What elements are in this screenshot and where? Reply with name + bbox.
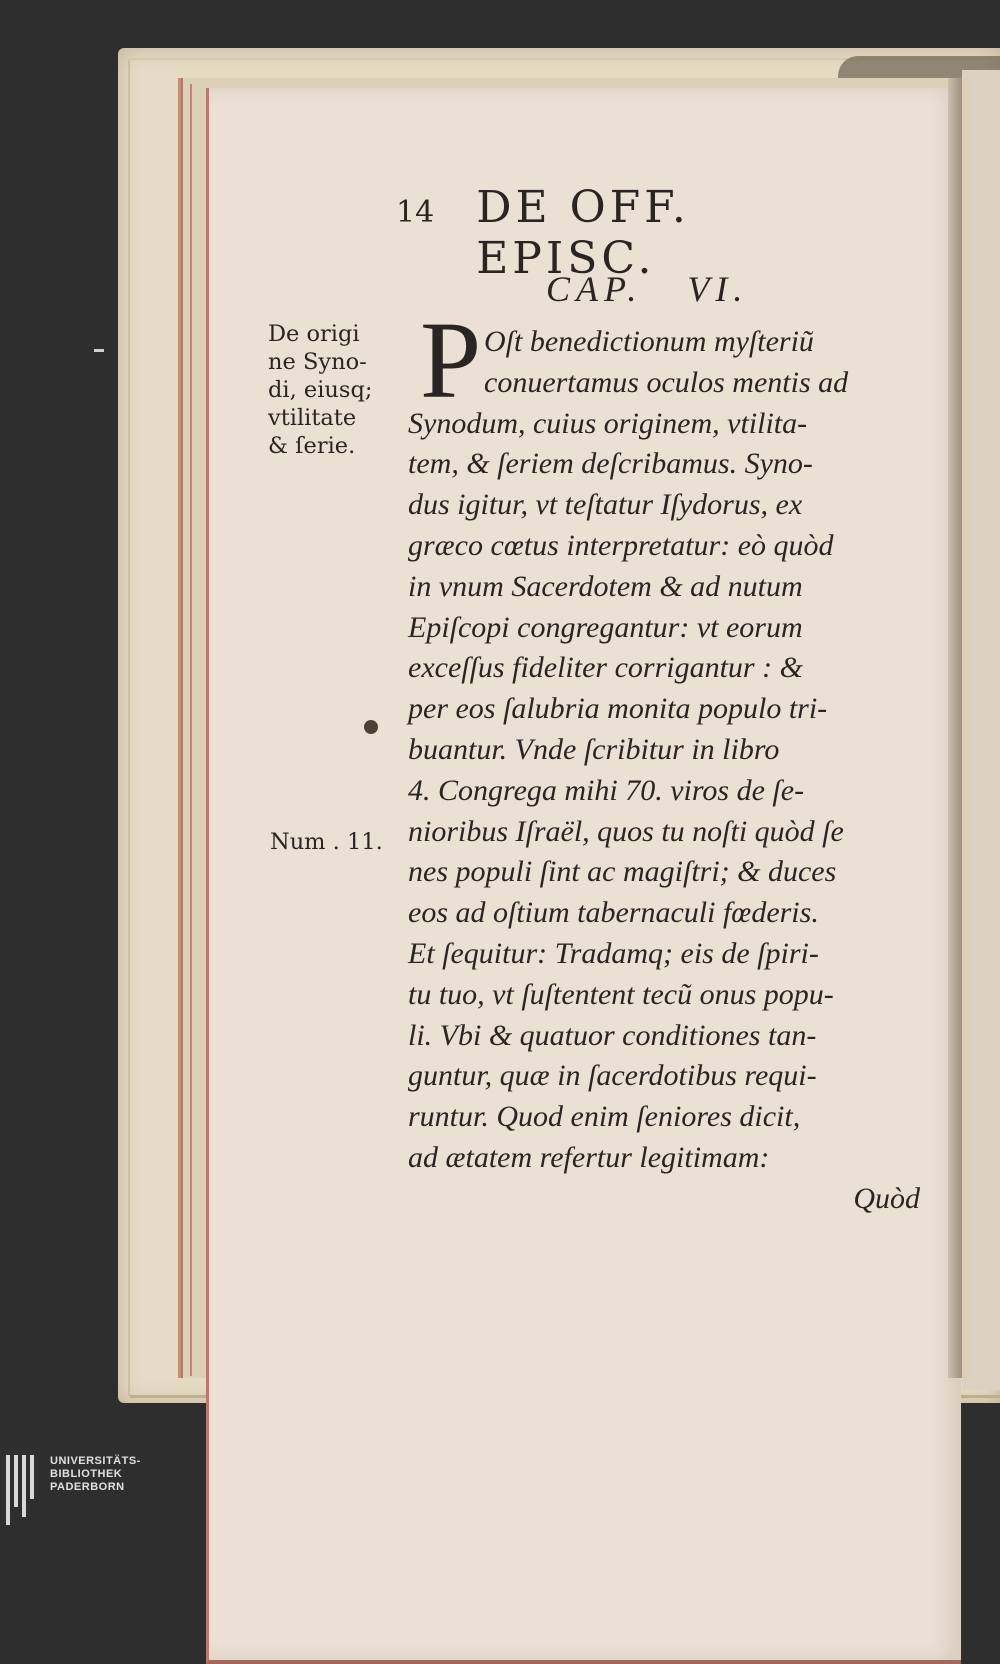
margin-scripture-reference: Num . 11. (270, 829, 383, 855)
text-line: conuertamus oculos mentis ad (484, 365, 849, 399)
margin-note-line: di, eiusq; (268, 377, 373, 403)
text-line: ad ætatem refertur legitimam: (408, 1140, 770, 1174)
ink-dot-mark (364, 720, 378, 734)
library-name (50, 1455, 141, 1494)
margin-note (268, 320, 408, 460)
library-logo (6, 1455, 166, 1525)
text-line: exceſſus fideliter corrigantur : & (408, 651, 803, 685)
drop-cap-initial: P (420, 299, 482, 421)
text-line: per eos ſalubria monita populo tri- (408, 692, 828, 726)
chapter-heading: CAP. VI. (546, 269, 749, 309)
library-name-line: PADERBORN (50, 1481, 125, 1493)
text-line: tem, & ſeriem deſcribamus. Syno- (408, 447, 813, 481)
page-number: 14 (396, 195, 435, 230)
scan-tick-mark (94, 349, 104, 352)
margin-note-line: De origi (268, 321, 360, 347)
text-line: Epiſcopi congregantur: vt eorum (408, 610, 803, 644)
text-line: Synodum, cuius originem, vtilita- (408, 406, 808, 440)
margin-note-line: & ſerie. (268, 433, 356, 459)
text-line: 4. Congrega mihi 70. viros de ſe- (408, 773, 805, 807)
margin-note-line: vtilitate (268, 405, 357, 431)
text-line: eos ad oſtium tabernaculi fœderis. (408, 896, 819, 930)
library-name-line: UNIVERSITÄTS- (50, 1455, 141, 1467)
text-line: Et ſequitur: Tradamq; eis de ſpiri- (408, 936, 819, 970)
running-title: DE OFF. EPISC. (476, 182, 690, 284)
text-line: li. Vbi & quatuor conditiones tan- (408, 1018, 817, 1052)
text-line: guntur, quæ in ſacerdotibus requi- (408, 1059, 817, 1093)
text-line: in vnum Sacerdotem & ad nutum (408, 569, 803, 603)
library-logo-icon (6, 1455, 40, 1525)
text-line: dus igitur, vt teſtatur Iſydorus, ex (408, 488, 803, 522)
margin-note-line: ne Syno- (268, 349, 367, 375)
book-gutter (948, 78, 962, 1378)
text-line: græco cœtus interpretatur: eò quòd (408, 528, 834, 562)
text-line: nioribus Iſraël, quos tu noſti quòd ſe (408, 814, 844, 848)
text-line: runtur. Quod enim ſeniores dicit, (408, 1100, 801, 1134)
text-line: buantur. Vnde ſcribitur in libro (408, 732, 780, 766)
body-text (408, 322, 920, 1220)
catchword: Quòd (853, 1181, 920, 1215)
text-line: nes populi ſint ac magiſtri; & duces (408, 855, 837, 889)
library-name-line: BIBLIOTHEK (50, 1468, 123, 1480)
text-line: tu tuo, vt ſuſtentent tecũ onus popu- (408, 977, 834, 1011)
text-line: Oſt benedictionum myſteriũ (484, 325, 814, 358)
running-head (396, 182, 866, 284)
